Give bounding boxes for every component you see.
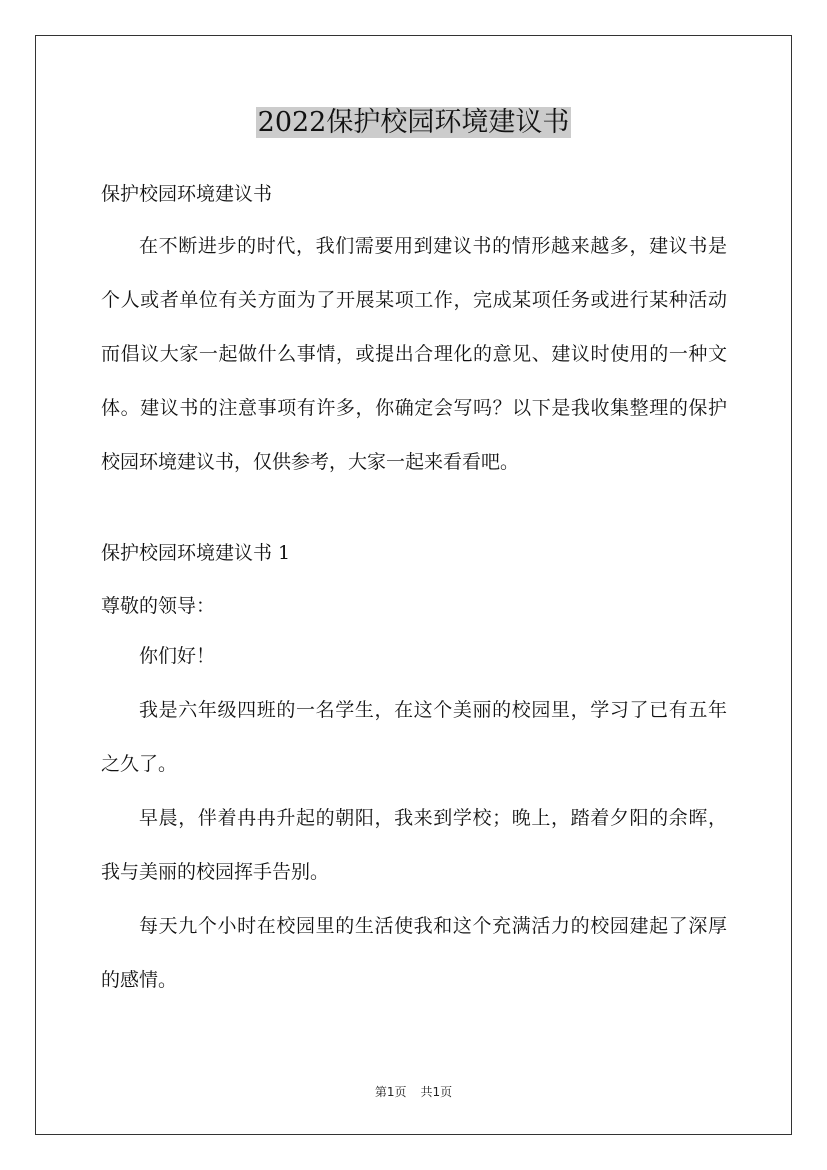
body-paragraph: 每天九个小时在校园里的生活使我和这个充满活力的校园建起了深厚的感情。 [101, 915, 727, 991]
page-number: 第1页 [374, 1085, 407, 1099]
document-title-text: 2022保护校园环境建议书 [257, 107, 570, 138]
page-total: 共1页 [420, 1085, 453, 1099]
section-spacer [101, 489, 727, 531]
page-footer [0, 1083, 827, 1100]
intro-paragraph: 在不断进步的时代，我们需要用到建议书的情形越来越多，建议书是个人或者单位有关方面为了开展某项工作，完成某项任务或进行某种活动而倡议大家一起做什么事情，或提出合理化的意见、建议时使用的一种文体。建议书的注意事项有许多，你确定会写吗？以下是我收集整理的保护校园环境建议书，仅供参考，大家一起来看看吧。 [101, 235, 727, 473]
document-body [101, 172, 727, 1007]
salutation: 尊敬的领导： [101, 595, 216, 617]
document-title [0, 100, 827, 146]
body-paragraph: 我是六年级四班的一名学生，在这个美丽的校园里，学习了已有五年之久了。 [101, 699, 727, 775]
section-heading: 保护校园环境建议书 1 [101, 542, 291, 564]
body-paragraph: 早晨，伴着冉冉升起的朝阳，我来到学校；晚上，踏着夕阳的余晖，我与美丽的校园挥手告别。 [101, 807, 727, 883]
document-subtitle: 保护校园环境建议书 [101, 183, 273, 205]
greeting: 你们好！ [139, 645, 216, 667]
